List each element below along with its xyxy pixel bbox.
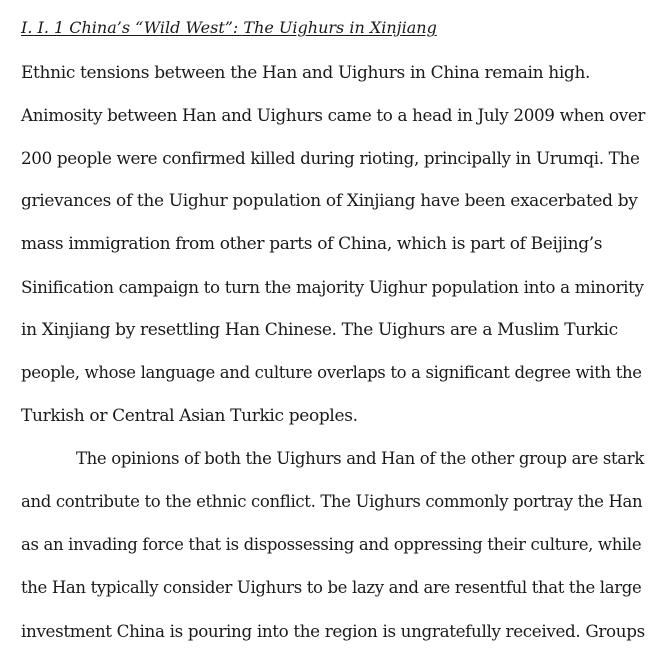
paragraph-line: grievances of the Uighur population of Xinjiang have been exacerbated by bbox=[21, 191, 638, 211]
paragraph-line: investment China is pouring into the region is ungratefully received. Groups bbox=[21, 621, 645, 641]
paragraph-line: The opinions of both the Uighurs and Han of the other group are stark bbox=[76, 449, 644, 468]
paragraph-line: the Han typically consider Uighurs to be lazy and are resentful that the large bbox=[21, 578, 642, 597]
paragraph-line: 200 people were confirmed killed during rioting, principally in Urumqi. The bbox=[21, 148, 640, 168]
paragraph-line: as an invading force that is dispossessing and oppressing their culture, while bbox=[21, 535, 642, 554]
section-heading: I. I. 1 China’s “Wild West”: The Uighurs in Xinjiang bbox=[21, 18, 437, 37]
paragraph-line: mass immigration from other parts of China, which is part of Beijing’s bbox=[21, 234, 603, 254]
paragraph-line: people, whose language and culture overlaps to a significant degree with the bbox=[21, 363, 642, 382]
paragraph-line: Turkish or Central Asian Turkic peoples. bbox=[21, 406, 358, 426]
paragraph-line: and contribute to the ethnic conflict. The Uighurs commonly portray the Han bbox=[21, 492, 643, 511]
paragraph-line: Ethnic tensions between the Han and Uighurs in China remain high. bbox=[21, 63, 591, 83]
paragraph-line: Animosity between Han and Uighurs came to a head in July 2009 when over bbox=[21, 105, 646, 125]
paragraph-line: in Xinjiang by resettling Han Chinese. The Uighurs are a Muslim Turkic bbox=[21, 320, 618, 340]
paragraph-line: Sinification campaign to turn the majority Uighur population into a minority bbox=[21, 277, 644, 297]
